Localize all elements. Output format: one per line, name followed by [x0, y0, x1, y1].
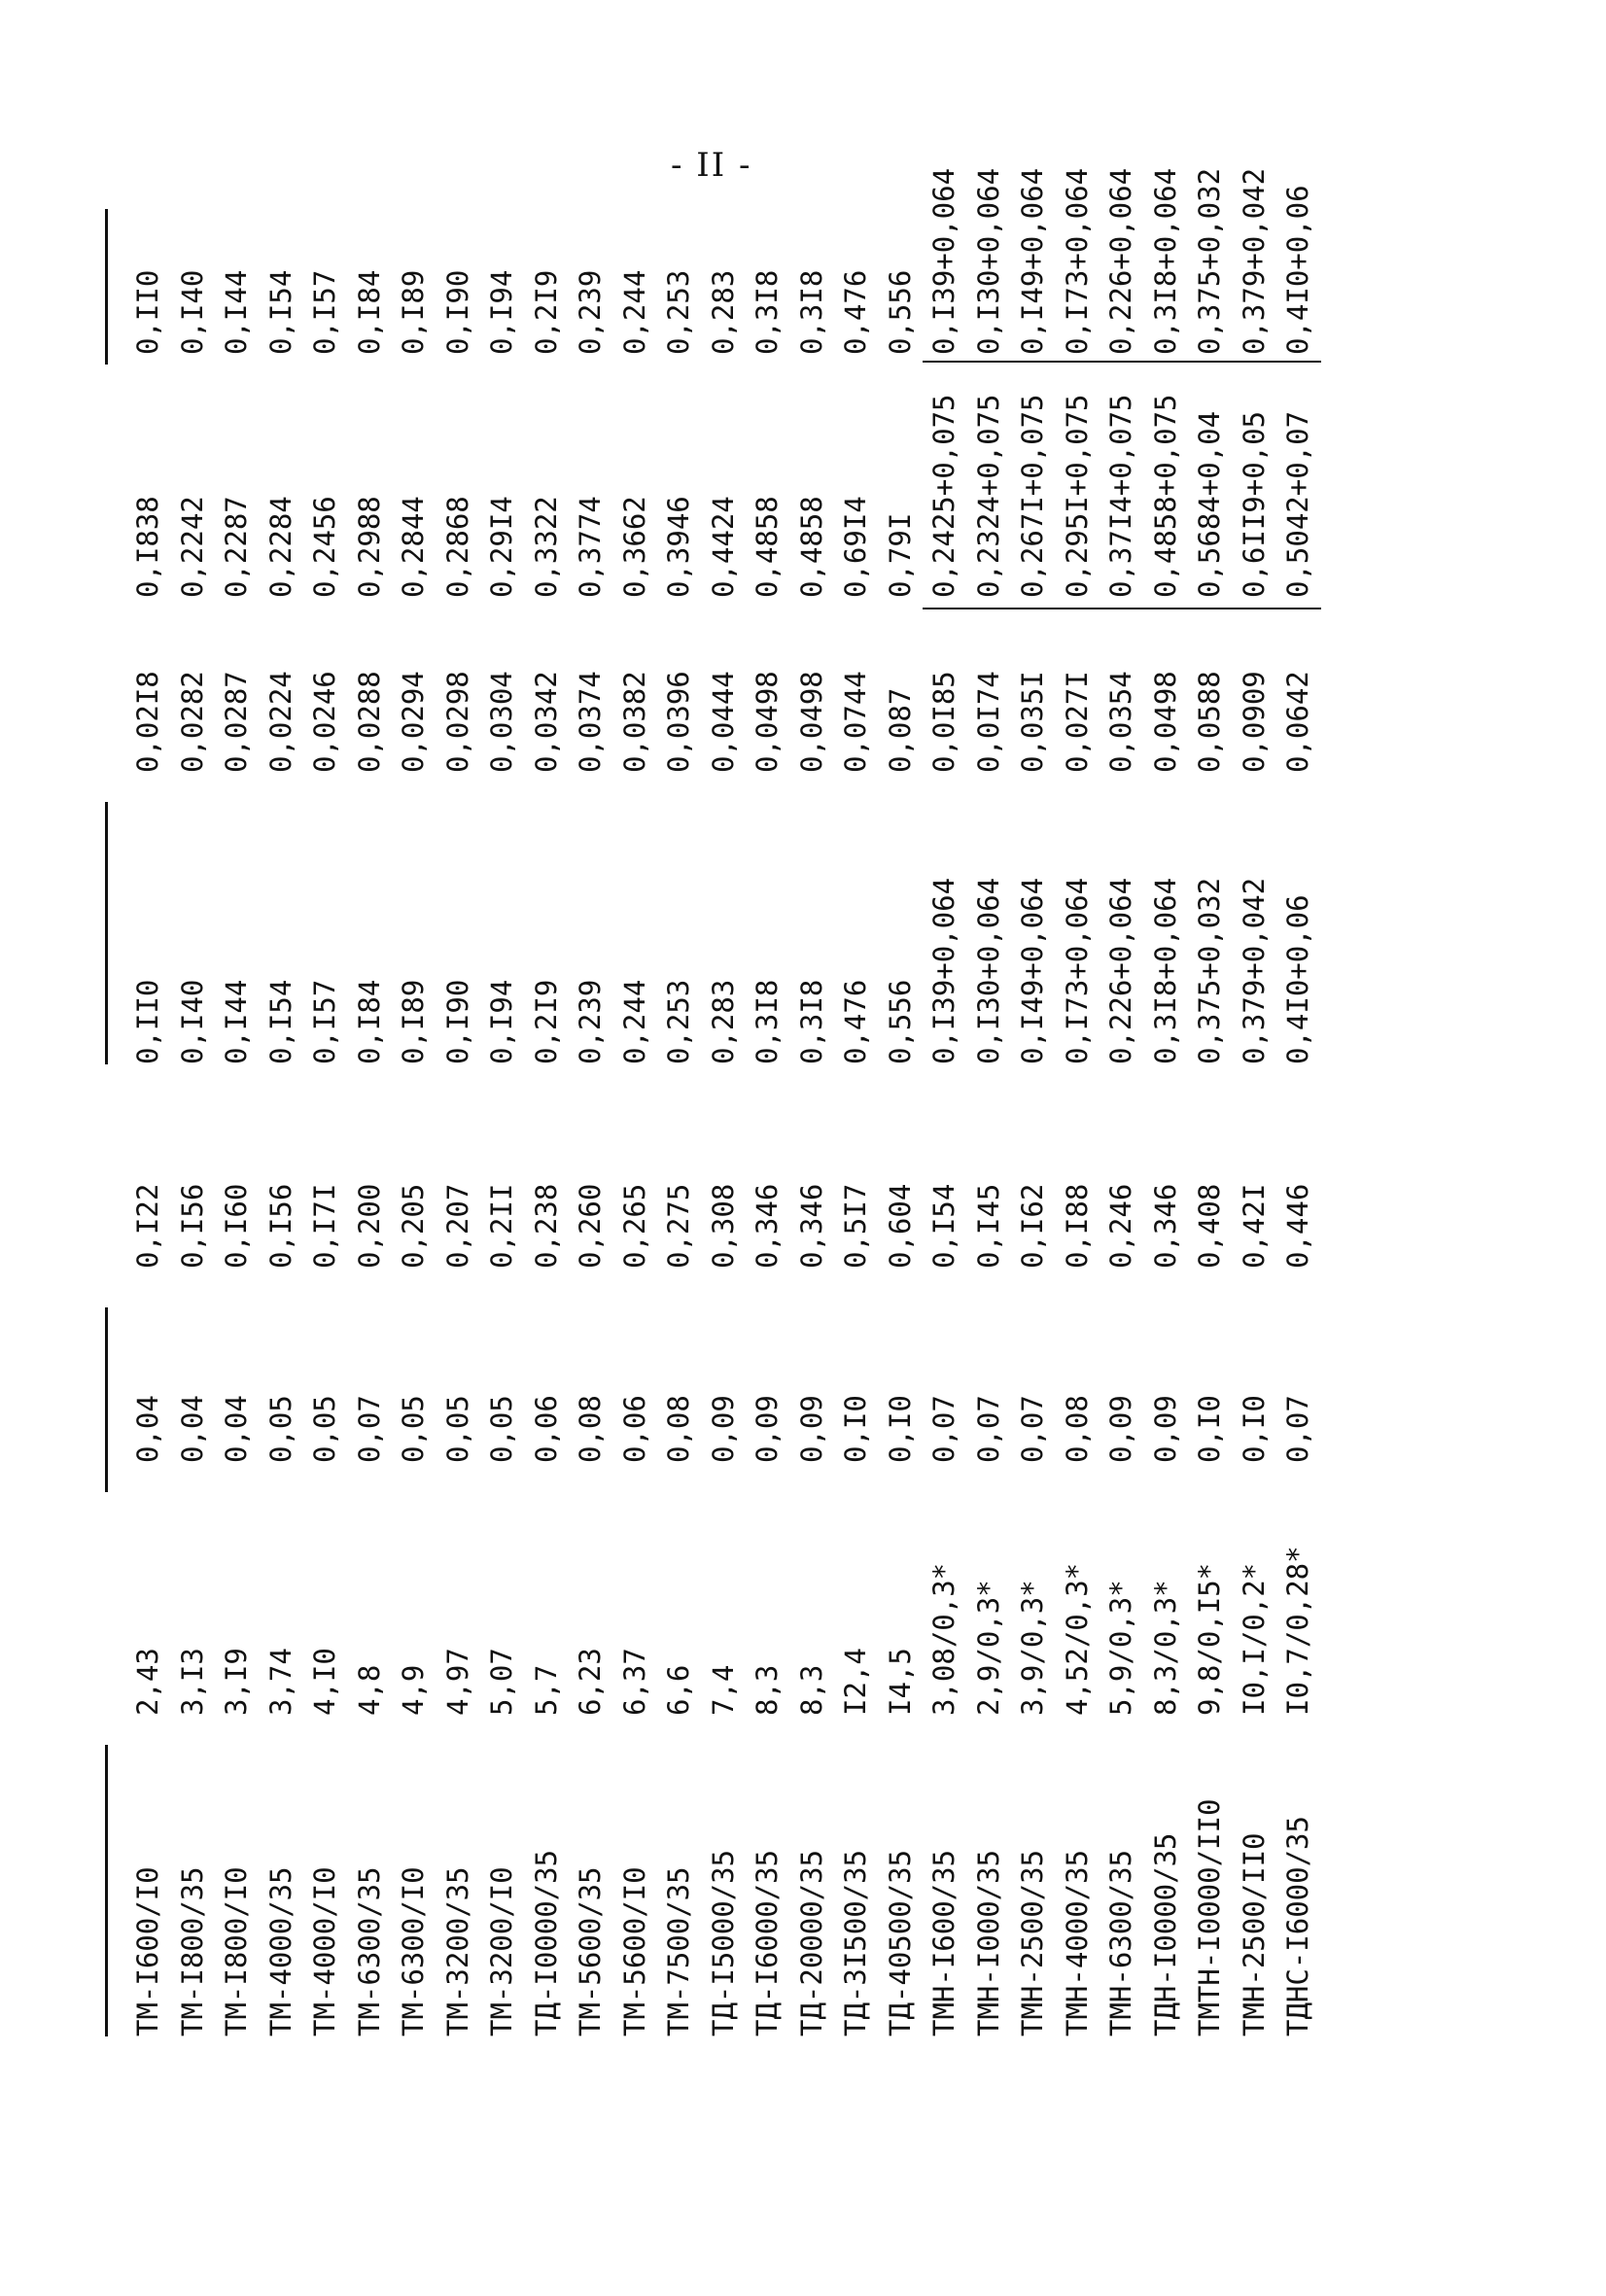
- value-cell: 0,04: [220, 1395, 253, 1463]
- transformer-type-cell: ТД-I5000/35: [706, 1849, 740, 2036]
- value-cell: 0,I94: [485, 979, 518, 1064]
- value-cell: 0,275: [662, 1183, 695, 1269]
- value-cell: 0,3774: [574, 496, 607, 598]
- value-cell: 0,0354: [1104, 671, 1137, 773]
- value-cell: 8,3/0,3*: [1148, 1580, 1182, 1716]
- table-row: [1233, 167, 1276, 2036]
- value-cell: 0,05: [485, 1395, 518, 1463]
- column-rule: [105, 802, 108, 1064]
- value-cell: 0,087: [883, 687, 917, 773]
- table-row: [613, 199, 657, 2036]
- value-cell: 0,I54: [263, 979, 297, 1064]
- value-cell: 6,6: [662, 1664, 695, 1716]
- value-cell: 0,0909: [1237, 671, 1271, 773]
- value-cell: 0,3I8+0,064: [1148, 877, 1182, 1064]
- value-cell: 0,379+0,042: [1237, 877, 1271, 1064]
- value-cell: 0,5I7: [839, 1183, 872, 1269]
- value-cell: 0,4858: [794, 496, 828, 598]
- value-cell: 0,0374: [574, 671, 607, 773]
- value-cell: 0,2456: [308, 496, 341, 598]
- table-row: [303, 199, 347, 2036]
- value-cell: 0,0396: [662, 671, 695, 773]
- value-cell: 0,07: [1016, 1395, 1049, 1463]
- table-row: [834, 199, 878, 2036]
- value-cell: 0,2425+0,075: [927, 394, 960, 598]
- value-cell: 0,295I+0,075: [1060, 394, 1094, 598]
- value-cell: 4,I0: [308, 1648, 341, 1716]
- value-cell: I0,I/0,2*: [1237, 1562, 1271, 1716]
- value-cell: 0,I30+0,064: [971, 877, 1005, 1064]
- table-row: [1056, 167, 1100, 2036]
- value-cell: 0,604: [883, 1183, 917, 1269]
- value-cell: 0,I89: [397, 979, 430, 1064]
- value-cell: 0,4424: [706, 496, 740, 598]
- table-row: [392, 199, 436, 2036]
- value-cell: 0,3I8: [794, 979, 828, 1064]
- value-cell: 0,I30+0,064: [971, 167, 1005, 355]
- value-cell: 0,I88: [1060, 1183, 1094, 1269]
- value-cell: 0,3946: [662, 496, 695, 598]
- value-cell: 0,2287: [220, 496, 253, 598]
- value-cell: 0,I54: [263, 269, 297, 355]
- table-row: [1100, 167, 1143, 2036]
- column-rule: [105, 1307, 108, 1492]
- value-cell: 0,260: [574, 1183, 607, 1269]
- value-cell: 0,I56: [175, 1183, 209, 1269]
- value-cell: 0,0642: [1281, 671, 1314, 773]
- value-cell: 4,52/0,3*: [1060, 1562, 1094, 1716]
- value-cell: 0,I57: [308, 979, 341, 1064]
- value-cell: 0,0246: [308, 671, 341, 773]
- value-cell: 0,0498: [751, 671, 784, 773]
- value-cell: 0,283: [706, 269, 740, 355]
- transformer-type-cell: ТД-I0000/35: [529, 1849, 563, 2036]
- value-cell: 0,0342: [529, 671, 563, 773]
- value-cell: 0,I22: [131, 1183, 164, 1269]
- value-cell: 0,I0: [1237, 1395, 1271, 1463]
- value-cell: 0,09: [706, 1395, 740, 1463]
- transformer-type-cell: ТМ-5600/35: [574, 1866, 607, 2036]
- transformer-type-cell: ТМН-4000/35: [1060, 1849, 1094, 2036]
- value-cell: 0,308: [706, 1183, 740, 1269]
- value-cell: 0,05: [440, 1395, 474, 1463]
- value-cell: 0,I0: [883, 1395, 917, 1463]
- table-row: [967, 167, 1011, 2036]
- value-cell: 0,04: [131, 1395, 164, 1463]
- value-cell: 0,06: [617, 1395, 651, 1463]
- value-cell: 0,375+0,032: [1193, 167, 1226, 355]
- value-cell: 0,4I0+0,06: [1281, 894, 1314, 1064]
- table-row: [1144, 167, 1188, 2036]
- value-cell: 0,253: [662, 269, 695, 355]
- value-cell: 0,09: [751, 1395, 784, 1463]
- value-cell: 0,II0: [131, 269, 164, 355]
- value-cell: 0,226+0,064: [1104, 877, 1137, 1064]
- value-cell: 0,I94: [485, 269, 518, 355]
- table-row: [657, 199, 701, 2036]
- value-cell: 0,08: [662, 1395, 695, 1463]
- value-cell: 0,05: [263, 1395, 297, 1463]
- value-cell: 0,I62: [1016, 1183, 1049, 1269]
- column-divider: [923, 361, 1321, 363]
- value-cell: 0,246: [1104, 1183, 1137, 1269]
- value-cell: 0,446: [1281, 1183, 1314, 1269]
- value-cell: 2,43: [131, 1648, 164, 1716]
- value-cell: 0,08: [1060, 1395, 1094, 1463]
- value-cell: 0,4I0+0,06: [1281, 185, 1314, 355]
- column-rule: [105, 1745, 108, 2036]
- value-cell: 0,5042+0,07: [1281, 410, 1314, 598]
- value-cell: 0,07: [352, 1395, 386, 1463]
- transformer-type-cell: ТМН-2500/35: [1016, 1849, 1049, 2036]
- table-row: [171, 199, 215, 2036]
- value-cell: 0,I73+0,064: [1060, 167, 1094, 355]
- value-cell: 6,37: [617, 1648, 651, 1716]
- value-cell: 0,06: [529, 1395, 563, 1463]
- value-cell: 0,4858: [751, 496, 784, 598]
- value-cell: 0,I44: [220, 979, 253, 1064]
- table-row: [702, 199, 746, 2036]
- value-cell: 0,07: [927, 1395, 960, 1463]
- value-cell: 0,2868: [440, 496, 474, 598]
- value-cell: 0,476: [839, 269, 872, 355]
- value-cell: 0,79I: [883, 512, 917, 598]
- value-cell: 9,8/0,I5*: [1193, 1562, 1226, 1716]
- table-row: [126, 199, 170, 2036]
- value-cell: 0,3I8+0,064: [1148, 167, 1182, 355]
- value-cell: 0,476: [839, 979, 872, 1064]
- transformer-type-cell: ТМ-I600/I0: [131, 1866, 164, 2036]
- value-cell: 0,2284: [263, 496, 297, 598]
- transformer-type-cell: ТМТН-I0000/II0: [1193, 1798, 1226, 2036]
- table-row: [1011, 167, 1055, 2036]
- value-cell: 0,37I4+0,075: [1104, 394, 1137, 598]
- transformer-type-cell: ТМ-4000/I0: [308, 1866, 341, 2036]
- value-cell: 0,244: [617, 269, 651, 355]
- transformer-type-cell: ТМ-3200/I0: [485, 1866, 518, 2036]
- value-cell: 4,97: [440, 1648, 474, 1716]
- value-cell: 0,I49+0,064: [1016, 877, 1049, 1064]
- table-row: [1276, 185, 1320, 2036]
- value-cell: 3,08/0,3*: [927, 1562, 960, 1716]
- value-cell: 0,02I8: [131, 671, 164, 773]
- value-cell: 0,267I+0,075: [1016, 394, 1049, 598]
- value-cell: 7,4: [706, 1664, 740, 1716]
- data-table: [126, 167, 1361, 2036]
- value-cell: 3,9/0,3*: [1016, 1580, 1049, 1716]
- table-row: [348, 199, 392, 2036]
- value-cell: 0,I0: [1193, 1395, 1226, 1463]
- value-cell: 0,346: [1148, 1183, 1182, 1269]
- value-cell: 4,8: [352, 1664, 386, 1716]
- value-cell: 0,I89: [397, 269, 430, 355]
- value-cell: 0,0288: [352, 671, 386, 773]
- column-divider: [923, 608, 1321, 609]
- value-cell: 0,0498: [794, 671, 828, 773]
- table-row: [215, 199, 259, 2036]
- value-cell: 0,0294: [397, 671, 430, 773]
- value-cell: 0,0304: [485, 671, 518, 773]
- value-cell: 0,0744: [839, 671, 872, 773]
- column-rule: [105, 209, 108, 365]
- transformer-type-cell: ТМН-I000/35: [971, 1849, 1005, 2036]
- value-cell: 0,I44: [220, 269, 253, 355]
- value-cell: 0,283: [706, 979, 740, 1064]
- value-cell: 0,4858+0,075: [1148, 394, 1182, 598]
- value-cell: 0,2844: [397, 496, 430, 598]
- value-cell: 0,I56: [263, 1183, 297, 1269]
- value-cell: 0,I39+0,064: [927, 167, 960, 355]
- value-cell: 0,I7I: [308, 1183, 341, 1269]
- value-cell: 0,3662: [617, 496, 651, 598]
- value-cell: 0,07: [971, 1395, 1005, 1463]
- value-cell: 0,69I4: [839, 496, 872, 598]
- value-cell: 0,0224: [263, 671, 297, 773]
- value-cell: 0,05: [397, 1395, 430, 1463]
- value-cell: 0,2I9: [529, 979, 563, 1064]
- value-cell: 0,0282: [175, 671, 209, 773]
- value-cell: 0,04: [175, 1395, 209, 1463]
- value-cell: 5,7: [529, 1664, 563, 1716]
- value-cell: 3,I9: [220, 1648, 253, 1716]
- value-cell: 0,408: [1193, 1183, 1226, 1269]
- transformer-type-cell: ТД-I6000/35: [751, 1849, 784, 2036]
- table-row: [879, 199, 923, 2036]
- value-cell: 0,09: [1104, 1395, 1137, 1463]
- value-cell: 0,027I: [1060, 671, 1094, 773]
- transformer-type-cell: ТД-20000/35: [794, 1849, 828, 2036]
- transformer-type-cell: ТМН-I600/35: [927, 1849, 960, 2036]
- value-cell: 0,I90: [440, 269, 474, 355]
- value-cell: 0,I84: [352, 979, 386, 1064]
- value-cell: 0,08: [574, 1395, 607, 1463]
- table-row: [525, 199, 569, 2036]
- transformer-type-cell: ТМ-7500/35: [662, 1866, 695, 2036]
- value-cell: 0,0I74: [971, 671, 1005, 773]
- value-cell: 0,035I: [1016, 671, 1049, 773]
- value-cell: 0,556: [883, 269, 917, 355]
- value-cell: 0,I45: [971, 1183, 1005, 1269]
- value-cell: 0,205: [397, 1183, 430, 1269]
- value-cell: 0,226+0,064: [1104, 167, 1137, 355]
- value-cell: 0,0444: [706, 671, 740, 773]
- value-cell: 0,379+0,042: [1237, 167, 1271, 355]
- transformer-type-cell: ТМ-6300/35: [352, 1866, 386, 2036]
- table-row: [1188, 167, 1232, 2036]
- value-cell: 0,09: [794, 1395, 828, 1463]
- value-cell: 0,42I: [1237, 1183, 1271, 1269]
- table-row: [480, 199, 524, 2036]
- table-row: [746, 199, 789, 2036]
- value-cell: 0,I60: [220, 1183, 253, 1269]
- value-cell: 0,3I8: [794, 269, 828, 355]
- value-cell: 0,207: [440, 1183, 474, 1269]
- value-cell: 0,I73+0,064: [1060, 877, 1094, 1064]
- value-cell: 0,I90: [440, 979, 474, 1064]
- value-cell: 0,I84: [352, 269, 386, 355]
- transformer-type-cell: ТМ-6300/I0: [397, 1866, 430, 2036]
- value-cell: 5,9/0,3*: [1104, 1580, 1137, 1716]
- transformer-type-cell: ТМН-2500/II0: [1237, 1832, 1271, 2036]
- value-cell: 0,2242: [175, 496, 209, 598]
- page-number: - II -: [671, 146, 752, 185]
- value-cell: 0,0I85: [927, 671, 960, 773]
- value-cell: 0,07: [1281, 1395, 1314, 1463]
- value-cell: 0,I40: [175, 979, 209, 1064]
- value-cell: 0,I54: [927, 1183, 960, 1269]
- value-cell: 0,I39+0,064: [927, 877, 960, 1064]
- value-cell: 0,5684+0,04: [1193, 410, 1226, 598]
- value-cell: 0,29I4: [485, 496, 518, 598]
- value-cell: 0,I40: [175, 269, 209, 355]
- value-cell: 0,I0: [839, 1395, 872, 1463]
- value-cell: 0,09: [1148, 1395, 1182, 1463]
- value-cell: 3,I3: [175, 1648, 209, 1716]
- value-cell: 0,0498: [1148, 671, 1182, 773]
- transformer-type-cell: ТМ-I800/I0: [220, 1866, 253, 2036]
- value-cell: 0,2I9: [529, 269, 563, 355]
- transformer-type-cell: ТМ-I800/35: [175, 1866, 209, 2036]
- value-cell: 0,346: [751, 1183, 784, 1269]
- transformer-type-cell: ТМ-4000/35: [263, 1866, 297, 2036]
- value-cell: 0,I49+0,064: [1016, 167, 1049, 355]
- value-cell: 0,265: [617, 1183, 651, 1269]
- transformer-type-cell: ТМ-3200/35: [440, 1866, 474, 2036]
- table-row: [923, 167, 966, 2036]
- transformer-type-cell: ТДН-I0000/35: [1148, 1832, 1182, 2036]
- transformer-type-cell: ТД-40500/35: [883, 1849, 917, 2036]
- value-cell: 0,238: [529, 1183, 563, 1269]
- value-cell: 0,0382: [617, 671, 651, 773]
- value-cell: 0,239: [574, 979, 607, 1064]
- value-cell: 0,253: [662, 979, 695, 1064]
- value-cell: 0,2II: [485, 1183, 518, 1269]
- transformer-type-cell: ТМ-5600/I0: [617, 1866, 651, 2036]
- table-row: [260, 199, 303, 2036]
- value-cell: 0,200: [352, 1183, 386, 1269]
- value-cell: 3,74: [263, 1648, 297, 1716]
- transformer-type-cell: ТМН-6300/35: [1104, 1849, 1137, 2036]
- table-row: [790, 199, 834, 2036]
- value-cell: 4,9: [397, 1664, 430, 1716]
- value-cell: 0,375+0,032: [1193, 877, 1226, 1064]
- value-cell: 8,3: [751, 1664, 784, 1716]
- value-cell: 0,3I8: [751, 269, 784, 355]
- value-cell: 0,0287: [220, 671, 253, 773]
- value-cell: 2,9/0,3*: [971, 1580, 1005, 1716]
- value-cell: 0,556: [883, 979, 917, 1064]
- value-cell: I4,5: [883, 1648, 917, 1716]
- value-cell: 0,6II9+0,05: [1237, 410, 1271, 598]
- value-cell: 0,2988: [352, 496, 386, 598]
- value-cell: I2,4: [839, 1648, 872, 1716]
- value-cell: 8,3: [794, 1664, 828, 1716]
- value-cell: 0,239: [574, 269, 607, 355]
- value-cell: I0,7/0,28*: [1281, 1546, 1314, 1716]
- value-cell: 0,0298: [440, 671, 474, 773]
- value-cell: 0,I838: [131, 496, 164, 598]
- value-cell: 0,3322: [529, 496, 563, 598]
- value-cell: 0,II0: [131, 979, 164, 1064]
- transformer-type-cell: ТДНС-I6000/35: [1281, 1816, 1314, 2036]
- table-row: [436, 199, 480, 2036]
- value-cell: 0,I57: [308, 269, 341, 355]
- value-cell: 0,244: [617, 979, 651, 1064]
- value-cell: 6,23: [574, 1648, 607, 1716]
- value-cell: 5,07: [485, 1648, 518, 1716]
- value-cell: 0,05: [308, 1395, 341, 1463]
- table-row: [569, 199, 612, 2036]
- value-cell: 0,2324+0,075: [971, 394, 1005, 598]
- value-cell: 0,3I8: [751, 979, 784, 1064]
- transformer-type-cell: ТД-3I500/35: [839, 1849, 872, 2036]
- value-cell: 0,0588: [1193, 671, 1226, 773]
- value-cell: 0,346: [794, 1183, 828, 1269]
